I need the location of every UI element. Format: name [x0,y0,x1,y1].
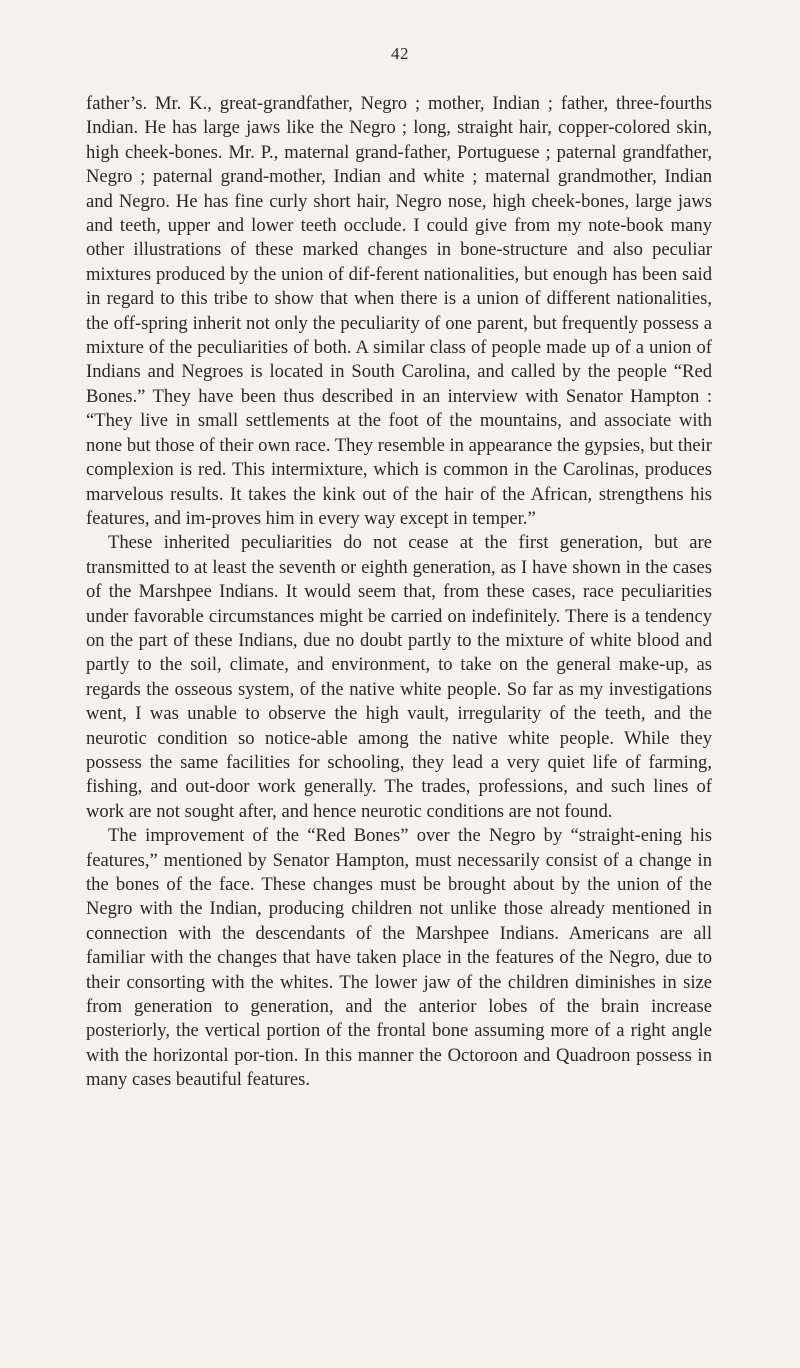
page-number: 42 [391,44,409,63]
paragraph-red-bones-improvement: The improvement of the “Red Bones” over the Negro by “straight-ening his features,” mentioned by Senator Hampton, must necessarily consist of a change in the bones of the face. These changes must be brought about by the union of the Negro with the Indian, producing children not unlike those already mentioned in connection with the descendants of the Marshpee Indians. Americans are all familiar with the changes that have taken place in the features of the Negro, due to their consorting with the whites. The lower jaw of the children diminishes in size from generation to generation, and the anterior lobes of the brain increase posteriorly, the vertical portion of the frontal bone assuming more of a right angle with the horizontal por-tion. In this manner the Octoroon and Quadroon possess in many cases beautiful features. [86,825,712,1091]
body-text [86,92,712,1093]
paragraph-continuation: father’s. Mr. K., great-grandfather, Negro ; mother, Indian ; father, three-fourths Indian. He has large jaws like the Negro ; long, straight hair, copper-colored skin, high cheek-bones. Mr. P., maternal grand-father, Portuguese ; paternal grandfather, Negro ; paternal grand-mother, Indian and white ; maternal grandmother, Indian and Negro. He has fine curly short hair, Negro nose, high cheek-bones, large jaws and teeth, upper and lower teeth occlude. I could give from my note-book many other illustrations of these marked changes in bone-structure and also peculiar mixtures produced by the union of dif-ferent nationalities, but enough has been said in regard to this tribe to show that when there is a union of different nationalities, the off-spring inherit not only the peculiarity of one parent, but frequently possess a mixture of the peculiarities of both. A similar class of people made up of a union of Indians and Negroes is located in South Carolina, and called by the people “Red Bones.” They have been thus described in an interview with Senator Hampton : “They live in small settlements at the foot of the mountains, and associate with none but those of their own race. They resemble in appearance the gypsies, but their complexion is red. This intermixture, which is common in the Carolinas, produces marvelous results. It takes the kink out of the hair of the African, strengthens his features, and im-proves him in every way except in temper.” [86,93,712,529]
paragraph-inherited-peculiarities: These inherited peculiarities do not cease at the first generation, but are transmitted to at least the seventh or eighth generation, as I have shown in the cases of the Marshpee Indians. It would seem that, from these cases, race peculiarities under favorable circumstances might be carried on indefinitely. There is a tendency on the part of these Indians, due no doubt partly to the mixture of white blood and partly to the soil, climate, and environment, to take on the general make-up, as regards the osseous system, of the native white people. So far as my investigations went, I was unable to observe the high vault, irregularity of the teeth, and the neurotic condition so notice-able among the native white people. While they possess the same facilities for schooling, they lead a very quiet life of farming, fishing, and out-door work generally. The trades, professions, and such lines of work are not sought after, and hence neurotic conditions are not found. [86,532,712,822]
